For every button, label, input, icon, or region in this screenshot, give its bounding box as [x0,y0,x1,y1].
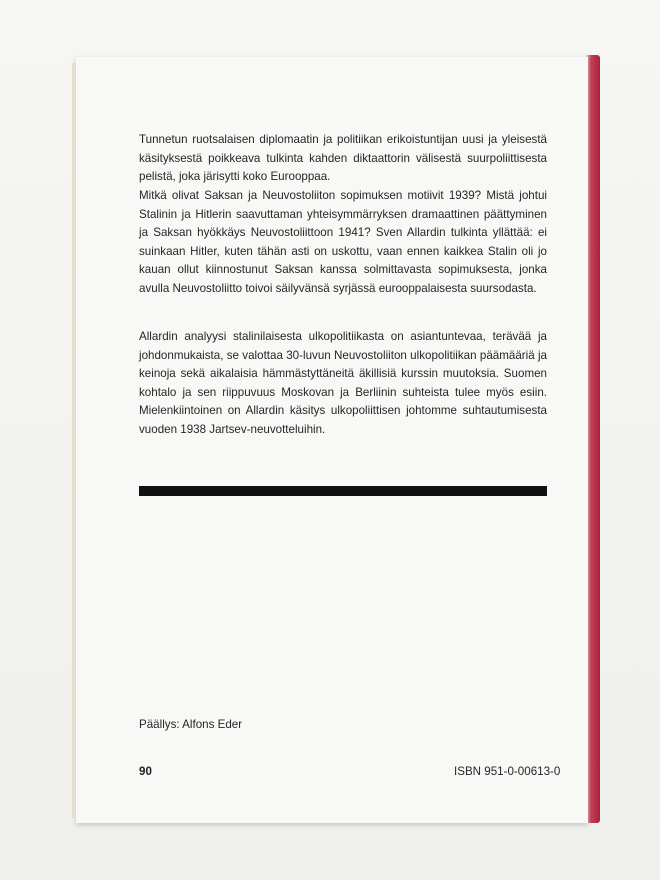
page-number: 90 [139,765,152,778]
back-cover [76,57,588,823]
spine-edge [586,55,600,823]
isbn: ISBN 951-0-00613-0 [454,765,561,778]
cover-credit: Päällys: Alfons Eder [139,718,243,731]
book [72,55,600,825]
blurb-paragraph-1: Tunnetun ruotsalaisen diplomaatin ja politiikan erikoistuntijan uusi ja yleisestä käsityksestä poikkeava tulkinta kahden diktaattorin välisestä suurpoliittisesta pelistä, joka järisytti koko Eurooppaa. [139,133,547,184]
blurb-paragraph-3: Allardin analyysi stalinilaisesta ulkopolitiikasta on asiantuntevaa, terävää ja johdonmukaista, se valottaa 30-luvun Neuvostoliiton ulkopolitiikan päämääriä ja keinoja sekä aikalaisia hämmästyttäneitä äkillisiä kurssin muutoksia. Suomen kohtalo ja sen riippuvuus Moskovan ja Berliinin suhteista tulee myös esiin. Mielenkiintoinen on Allardin käsitys ulkopoliittisen johtomme suhtautumisesta vuoden 1938 Jartsev-neuvotteluihin. [139,330,547,436]
divider-bar [139,486,547,496]
blurb-paragraph-2: Mitkä olivat Saksan ja Neuvostoliiton sopimuksen motiivit 1939? Mistä johtui Stalinin ja Hitlerin saavuttaman yhteisymmärryksen dramaattinen päättyminen ja Saksan hyökkäys Neuvostoliittoon 1941? Sven Allardin tulkinta yllättää: ei suinkaan Hitler, kuten tähän asti on uskottu, vaan ennen kaikkea Stalin oli jo kauan ollut kiinnostunut Saksan kanssa solmittavasta sopimuksesta, jonka avulla Neuvostoliitto toivoi säilyvänsä syrjässä eurooppalaisesta suursodasta. [139,189,547,295]
